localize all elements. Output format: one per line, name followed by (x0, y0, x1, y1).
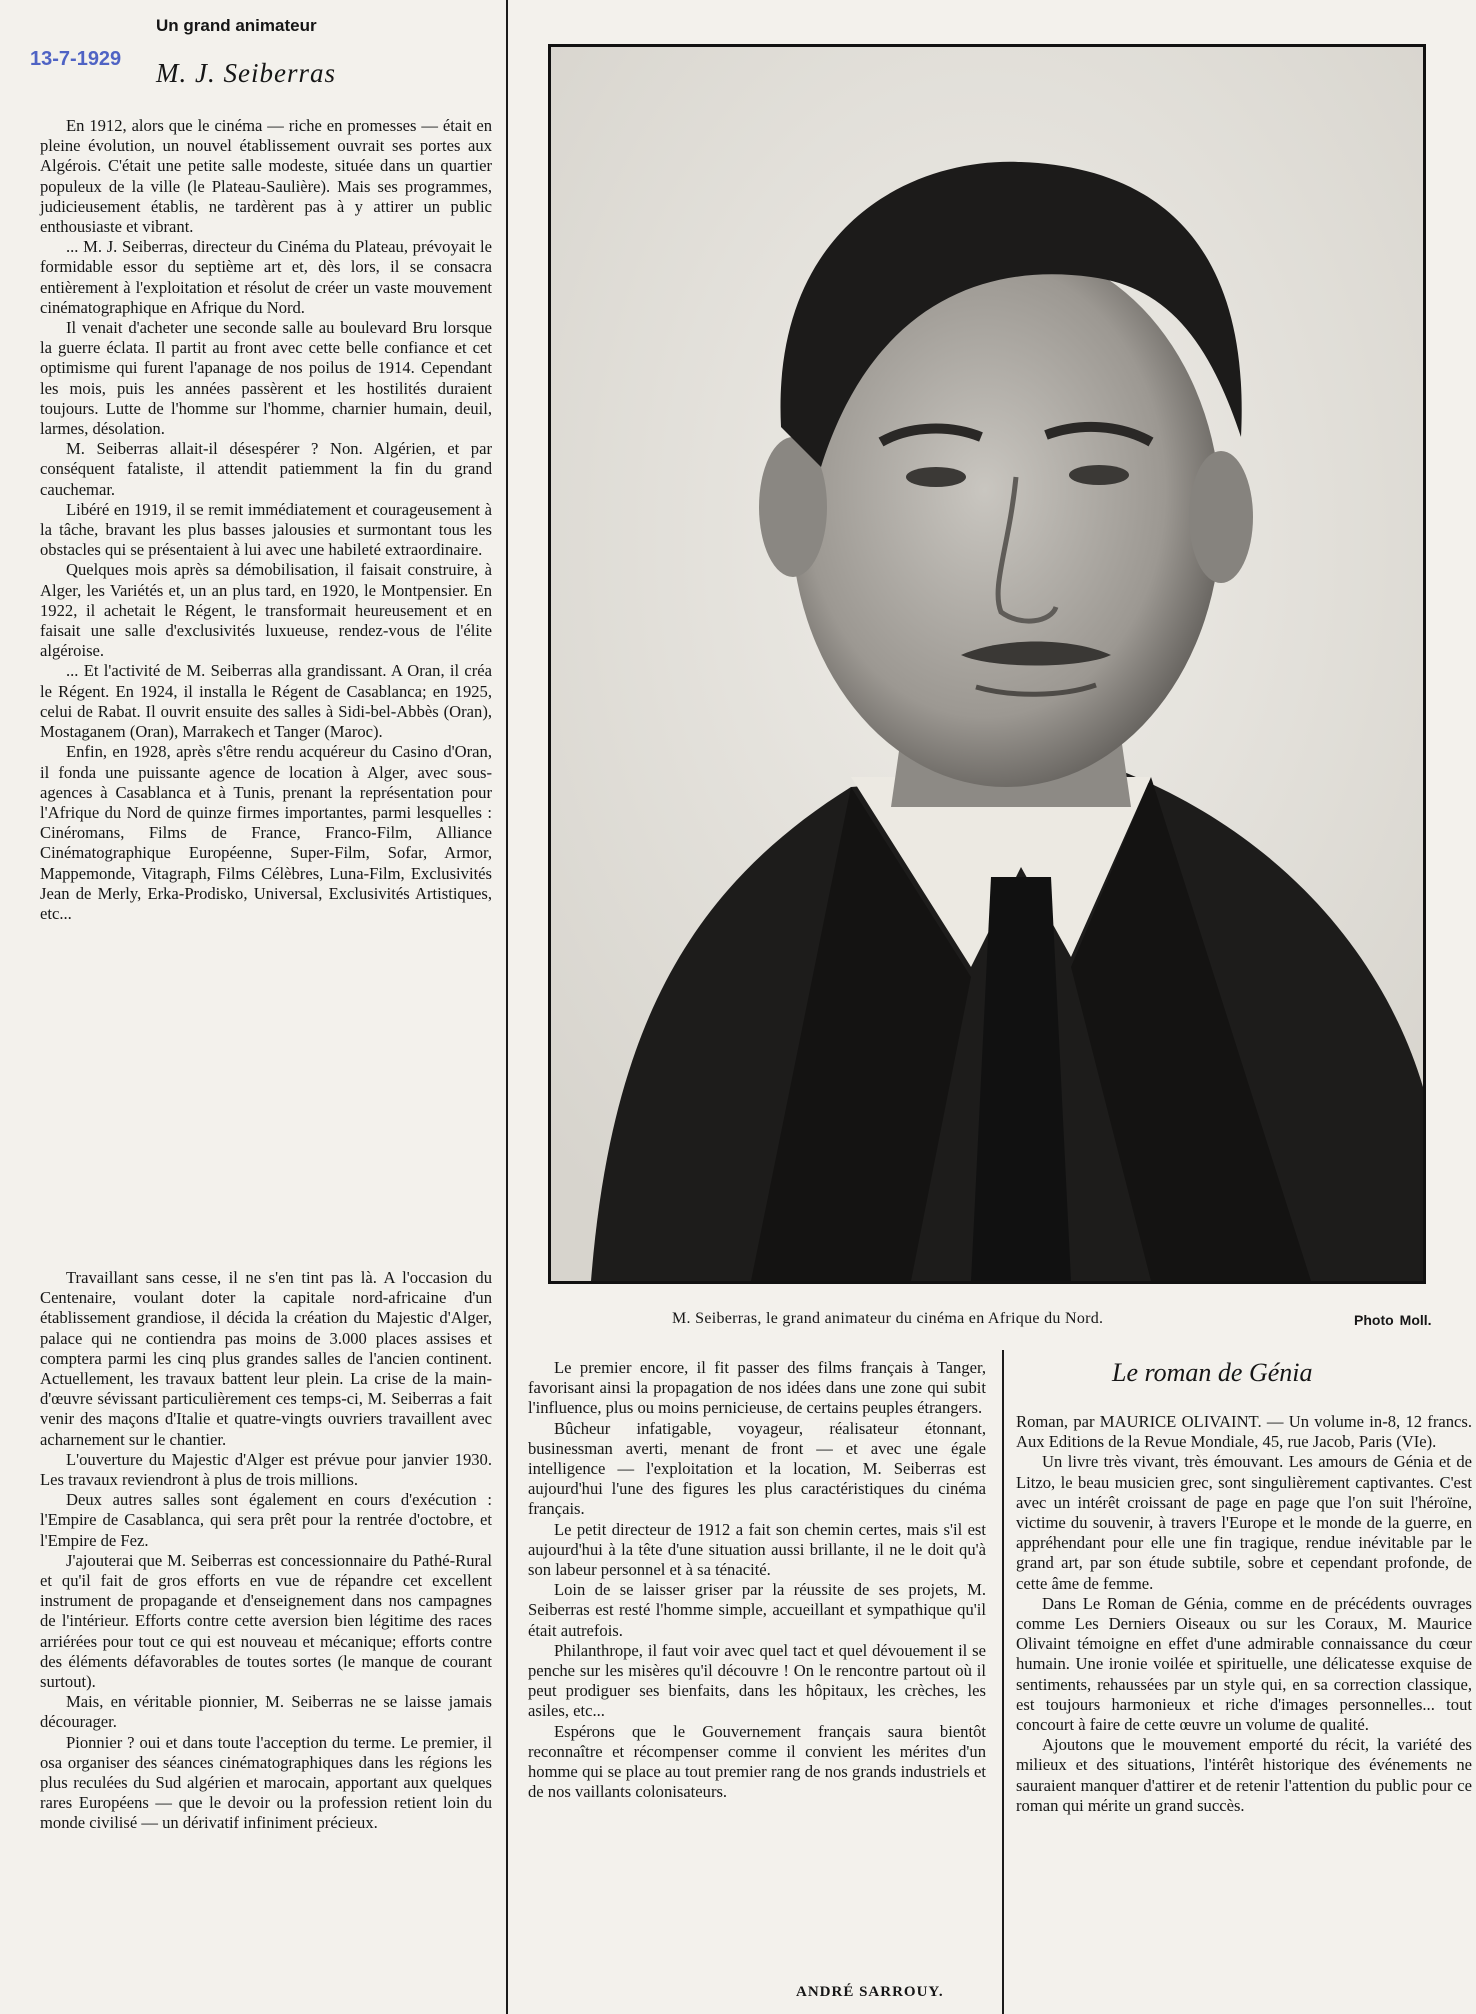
article-title: M. J. Seiberras (156, 58, 336, 88)
article-paragraph: L'ouverture du Majestic d'Alger est prévue pour janvier 1930. Les travaux reviendront à plus de trois millions. (40, 1449, 492, 1490)
article-paragraph: Libéré en 1919, il se remit immédiatement et courageusement à la tâche, bravant les plus basses jalousies et surmontant tous les obstacles qui se présentaient à lui avec une habileté extraordinaire. (40, 499, 492, 560)
article-kicker: Un grand animateur (156, 16, 317, 35)
review-paragraph: Ajoutons que le mouvement emporté du récit, la variété des milieux et des situations, l'intérêt historique des événements ne sauraient manquer d'attirer et de retenir l'attention du public pour ce roman qui mérite un grand succès. (1016, 1735, 1472, 1815)
article-paragraph: Enfin, en 1928, après s'être rendu acquéreur du Casino d'Oran, il fonda une puissante agence de location à Alger, avec sous-agences à Casablanca et à Tunis, prenant la représentation pour l'Afrique du Nord de quinze firmes importantes, parmi lesquelles : Cinéromans, Films de France, Franco-Film, Alliance Cinématographique Européenne, Super-Film, Sofar, Armor, Mappemonde, Vitagraph, Films Célèbres, Luna-Film, Exclusivités Jean de Merly, Erka-Prodisko, Universal, Exclusivités Artistiques, etc... (40, 742, 492, 923)
review-paragraph: Dans Le Roman de Génia, comme en de précédents ouvrages comme Les Derniers Oiseaux ou sur les Coraux, M. Maurice Olivaint témoigne en effet d'une admirable connaissance du cœur humain. Une ironie voilée et spirituelle, une délicatesse exquise de sentiments, rehaussées par un style qui, en sa correction classique, est toujours harmonieux et riche d'images personnelles... tout concourt à faire de cette œuvre un volume de qualité. (1016, 1593, 1472, 1735)
review-column (1016, 1412, 1472, 1816)
review-paragraph: Un livre très vivant, très émouvant. Les amours de Génia et de Litzo, le beau musicien grec, sont singulièrement captivantes. C'est avec un intérêt croissant de page en page que l'on suit l'héroïne, victime du souvenir, à travers l'Europe et le monde de la guerre, en appréhendant pour elle une fin tragique, rendue inévitable par le grand art, par son étude subtile, sobre et cependant profonde, de cette âme de femme. (1016, 1452, 1472, 1593)
column-rule-left (506, 0, 508, 2014)
article-paragraph: Espérons que le Gouvernement français saura bientôt reconnaître et récompenser comme il convient les mérites d'un homme qui se place au tout premier rang de nos grands industriels et de nos vaillants colonisateurs. (528, 1721, 986, 1802)
article-paragraph: Le premier encore, il fit passer des films français à Tanger, favorisant ainsi la propagation de nos idées dans une zone qui subit l'influence, plus ou moins pernicieuse, de certains peuples étrangers. (528, 1358, 986, 1418)
article-paragraph: Mais, en véritable pionnier, M. Seiberras ne se laisse jamais décourager. (40, 1692, 492, 1732)
review-paragraph: Roman, par MAURICE OLIVAINT. — Un volume in-8, 12 francs. Aux Editions de la Revue Mondiale, 45, rue Jacob, Paris (VIe). (1016, 1412, 1472, 1452)
article-paragraph: Travaillant sans cesse, il ne s'en tint pas là. A l'occasion du Centenaire, voulant doter la capitale nord-africaine d'un établissement grandiose, il décida la création du Majestic d'Alger, palace qui ne contiendra pas moins de 3.000 places assises et comptera parmi les cinq plus grandes salles de l'ancien continent. Actuellement, les travaux battent leur plein. La crise de la main-d'œuvre sévissant particulièrement ces temps-ci, M. Seiberras a fait venir des maçons d'Italie et quatre-vingts ouvriers travaillent avec acharnement sur le chantier. (40, 1268, 492, 1449)
article-paragraph: Pionnier ? oui et dans toute l'acception du terme. Le premier, il osa organiser des séances cinématographiques dans les régions les plus reculées du Sud algérien et marocain, apportant aux quelques rares Européens — que le devoir ou la profession retient loin du monde civilisé — un dérivatif infiniment précieux. (40, 1732, 492, 1833)
article-paragraph: Philanthrope, il faut voir avec quel tact et quel dévouement il se penche sur les misères qu'il découvre ! On le rencontre partout où il peut prodiguer ses bienfaits, dans les hôpitaux, les crèches, les asiles, etc... (528, 1640, 986, 1721)
photo-caption: M. Seiberras, le grand animateur du cinéma en Afrique du Nord. (672, 1310, 1104, 1327)
article-paragraph: J'ajouterai que M. Seiberras est concessionnaire du Pathé-Rural et qu'il fait de gros efforts en vue de répandre cet excellent instrument de propagande et d'enseignement dans nos campagnes de l'intérieur. Efforts contre cette aversion bien légitime des races arriérées pour tout ce qui est nouveau et mécanique; efforts contre des éléments défavorables de toutes sortes (le manque de courant surtout). (40, 1550, 492, 1692)
article-column-1 (40, 116, 492, 924)
article-paragraph: ... M. J. Seiberras, directeur du Cinéma du Plateau, prévoyait le formidable essor du septième art et, dès lors, il se consacra entièrement à l'exploitation et résolut de créer un vaste mouvement cinématographique en Afrique du Nord. (40, 237, 492, 317)
review-title: Le roman de Génia (1112, 1358, 1313, 1387)
article-signature: ANDRÉ SARROUY. (796, 1984, 944, 2000)
portrait-image (551, 47, 1423, 1281)
article-paragraph: M. Seiberras allait-il désespérer ? Non. Algérien, et par conséquent fataliste, il attendit patiemment la fin du grand cauchemar. (40, 439, 492, 499)
article-paragraph: Le petit directeur de 1912 a fait son chemin certes, mais s'il est aujourd'hui à la tête d'une situation aussi brillante, il ne le doit qu'à son labeur personnel et à sa ténacité. (528, 1519, 986, 1580)
photo-credit (1348, 1312, 1432, 1328)
article-paragraph: Il venait d'acheter une seconde salle au boulevard Bru lorsque la guerre éclata. Il partit au front avec cette belle confiance et cet optimisme qui furent l'apanage de nos poilus de 1914. Cependant les mois, puis les années passèrent et les hostilités duraient toujours. Lutte de l'homme sur l'homme, charnier humain, deuil, larmes, désolation. (40, 318, 492, 439)
column-rule-mid (1002, 1350, 1004, 2014)
portrait-photo (548, 44, 1426, 1284)
article-paragraph: Loin de se laisser griser par la réussite de ses projets, M. Seiberras est resté l'homme simple, accueillant et sympathique qu'il était autrefois. (528, 1580, 986, 1640)
article-paragraph: ... Et l'activité de M. Seiberras alla grandissant. A Oran, il créa le Régent. En 1924, il installa le Régent de Casablanca; en 1925, celui de Rabat. Il ouvrit ensuite des salles à Sidi-bel-Abbès (Oran), Mostaganem (Oran), Marrakech et Tanger (Maroc). (40, 661, 492, 742)
article-paragraph: Bûcheur infatigable, voyageur, réalisateur étonnant, businessman averti, menant de front — et avec une égale intelligence — l'exploitation et la location, M. Seiberras est aujourd'hui l'une des figures les plus caractéristiques du cinéma français. (528, 1418, 986, 1519)
photo-credit-name: Moll. (1399, 1312, 1432, 1328)
article-column-1-continued (40, 1268, 492, 1834)
date-stamp: 13-7-1929 (30, 48, 122, 70)
photo-credit-label: Photo (1354, 1312, 1394, 1328)
article-paragraph: En 1912, alors que le cinéma — riche en promesses — était en pleine évolution, un nouvel établissement ouvrait ses portes aux Algérois. C'était une petite salle modeste, située dans un quartier populeux de la ville (le Plateau-Saulière). Mais ses programmes, judicieusement établis, ne tardèrent pas à y attirer un public enthousiaste et vibrant. (40, 116, 492, 237)
article-column-2 (528, 1358, 986, 1802)
article-paragraph: Deux autres salles sont également en cours d'exécution : l'Empire de Casablanca, qui sera prêt pour la rentrée d'octobre, et l'Empire de Fez. (40, 1490, 492, 1550)
article-paragraph: Quelques mois après sa démobilisation, il faisait construire, à Alger, les Variétés et, un an plus tard, en 1920, le Montpensier. En 1922, il achetait le Régent, le transformait heureusement et en faisait une salle d'exclusivités luxueuse, rendez-vous de l'élite algéroise. (40, 560, 492, 661)
